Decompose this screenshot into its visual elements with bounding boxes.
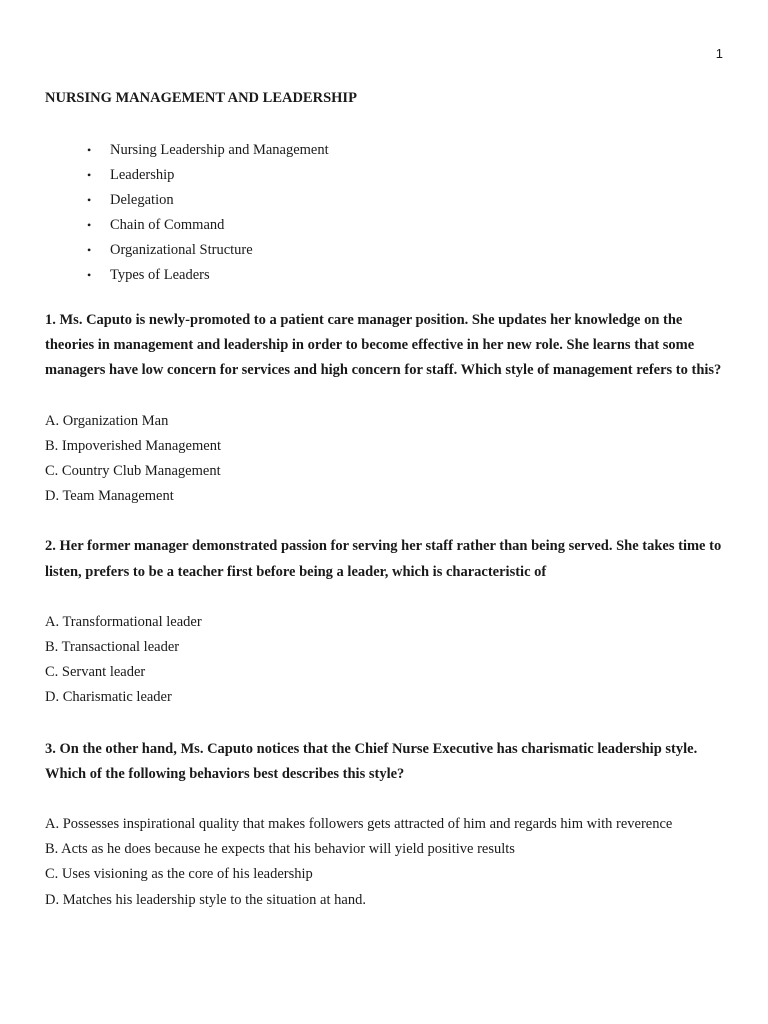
- topic-label: Chain of Command: [110, 217, 225, 233]
- option-item: B. Transactional leader: [45, 639, 180, 656]
- bullet-icon: •: [87, 268, 92, 282]
- topic-label: Types of Leaders: [110, 267, 210, 283]
- option-item: D. Matches his leadership style to the situation at hand.: [45, 891, 366, 908]
- topic-label: Nursing Leadership and Management: [110, 142, 329, 158]
- option-item: D. Charismatic leader: [45, 689, 172, 706]
- document-body: [45, 88, 730, 913]
- option-item: C. Servant leader: [45, 664, 146, 681]
- option-item: B. Acts as he does because he expects that his behavior will yield positive results: [45, 841, 515, 858]
- topic-item: [87, 188, 730, 213]
- question-3-options: [45, 812, 730, 913]
- topic-label: Delegation: [110, 192, 174, 208]
- topic-item: [87, 238, 730, 263]
- bullet-icon: •: [87, 243, 92, 257]
- option-item: B. Impoverished Management: [45, 437, 221, 454]
- topic-item: [87, 163, 730, 188]
- topic-item: [87, 213, 730, 238]
- bullet-icon: •: [87, 143, 92, 157]
- topic-item: [87, 263, 730, 288]
- option-item: A. Transformational leader: [45, 613, 202, 630]
- option-item: A. Organization Man: [45, 412, 169, 429]
- question-2-text: 2. Her former manager demonstrated passion for serving her staff rather than being served. She takes time to listen, prefers to be a teacher first before being a leader, which is characteristic of: [45, 538, 722, 580]
- option-item: D. Team Management: [45, 488, 174, 505]
- option-item: C. Country Club Management: [45, 463, 221, 480]
- page-number: 1: [715, 46, 723, 61]
- topic-item: [87, 138, 730, 163]
- document-title: NURSING MANAGEMENT AND LEADERSHIP: [45, 90, 357, 106]
- topic-label: Leadership: [110, 167, 175, 183]
- question-2-options: [45, 610, 730, 711]
- topic-list: [45, 138, 730, 288]
- bullet-icon: •: [87, 193, 92, 207]
- question-3-text: 3. On the other hand, Ms. Caputo notices that the Chief Nurse Executive has charismatic leadership style. Which of the following behaviors best describes this style?: [45, 740, 698, 782]
- topic-label: Organizational Structure: [110, 242, 253, 258]
- bullet-icon: •: [87, 218, 92, 232]
- option-item: C. Uses visioning as the core of his leadership: [45, 866, 313, 883]
- question-1-options: [45, 409, 730, 510]
- bullet-icon: •: [87, 168, 92, 182]
- question-1-text: 1. Ms. Caputo is newly-promoted to a patient care manager position. She updates her knowledge on the theories in management and leadership in order to become effective in her new role. She learns that some managers have low concern for services and high concern for staff. Which style of management refers to this?: [45, 312, 722, 379]
- option-item: A. Possesses inspirational quality that makes followers gets attracted of him and regards him with reverence: [45, 816, 673, 833]
